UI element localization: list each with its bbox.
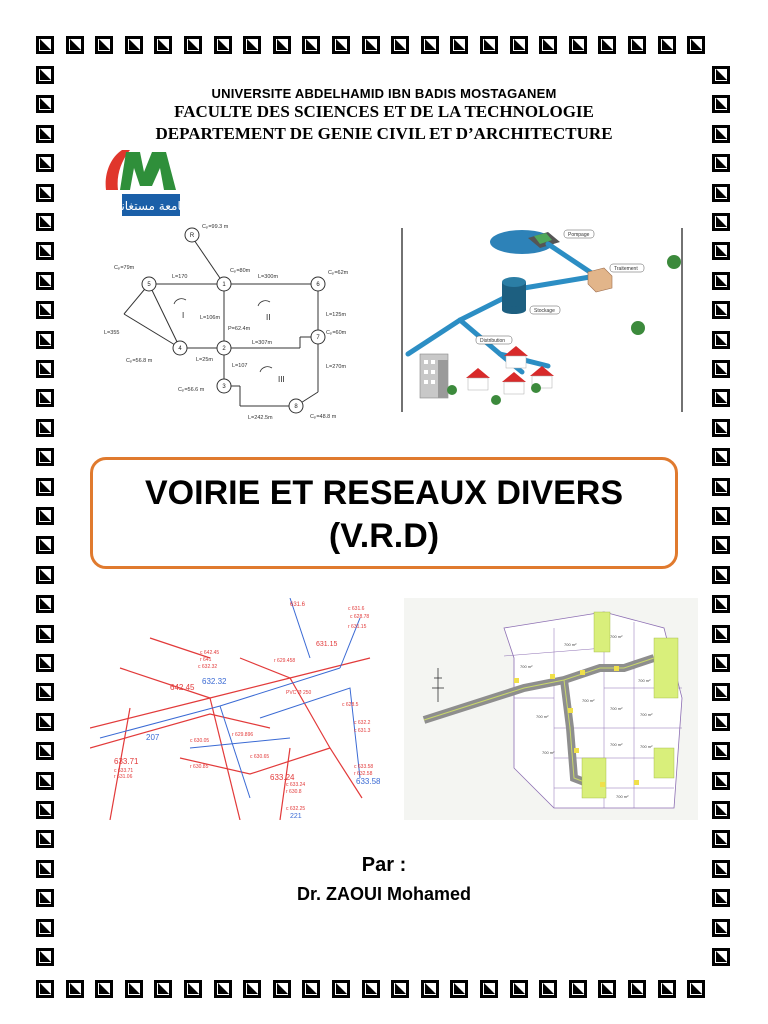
border-square-icon bbox=[36, 742, 54, 760]
map-label: 632.32 bbox=[202, 677, 227, 686]
border-square-icon bbox=[36, 272, 54, 290]
border-square-icon bbox=[712, 184, 730, 202]
map-label: c 628.5 bbox=[342, 702, 359, 708]
diagram-label: L=125m bbox=[326, 312, 347, 318]
border-square-icon bbox=[36, 184, 54, 202]
stage-label-stockage: Stockage bbox=[534, 308, 555, 314]
diagram-label: Cₚ=60m bbox=[326, 330, 347, 336]
border-square-icon bbox=[450, 980, 468, 998]
map-label: r 632.58 bbox=[354, 771, 373, 777]
stage-label-pompage: Pompage bbox=[568, 232, 590, 238]
border-square-icon bbox=[243, 980, 261, 998]
university-logo-icon bbox=[100, 146, 186, 220]
border-square-icon bbox=[184, 980, 202, 998]
border-square-icon bbox=[362, 36, 380, 54]
diagram-label: L=170 bbox=[172, 274, 188, 280]
border-square-icon bbox=[658, 36, 676, 54]
diagram-label: L=307m bbox=[252, 340, 273, 346]
node-2: 2 bbox=[222, 346, 226, 352]
border-square-icon bbox=[539, 36, 557, 54]
border-square-icon bbox=[628, 36, 646, 54]
border-square-icon bbox=[480, 36, 498, 54]
border-square-icon bbox=[569, 36, 587, 54]
border-square-icon bbox=[36, 448, 54, 466]
lot-label: 700 m² bbox=[564, 642, 577, 647]
border-square-icon bbox=[712, 213, 730, 231]
border-square-icon bbox=[36, 536, 54, 554]
lot-label: 700 m² bbox=[610, 706, 623, 711]
diagram-label: Cₚ=56.8 m bbox=[126, 358, 153, 364]
border-square-icon bbox=[36, 595, 54, 613]
border-square-icon bbox=[712, 272, 730, 290]
border-square-icon bbox=[510, 36, 528, 54]
page-border-bottom bbox=[0, 972, 768, 1006]
border-square-icon bbox=[712, 478, 730, 496]
border-square-icon bbox=[712, 389, 730, 407]
map-label: 633.24 bbox=[270, 773, 295, 782]
map-label: c 628.78 bbox=[350, 614, 370, 620]
lot-label: 700 m² bbox=[610, 742, 623, 747]
diagram-label: Cₚ=56.6 m bbox=[178, 387, 205, 393]
node-3: 3 bbox=[222, 384, 226, 390]
border-square-icon bbox=[36, 830, 54, 848]
diagram-label: Cₚ=79m bbox=[114, 265, 135, 271]
page-border-top bbox=[0, 28, 768, 62]
map-label: c 631.6 bbox=[348, 606, 365, 612]
border-square-icon bbox=[712, 919, 730, 937]
map-label: r 629.896 bbox=[232, 732, 254, 738]
border-square-icon bbox=[712, 595, 730, 613]
diagram-label: L=242.5m bbox=[248, 415, 273, 421]
map-label: c 632.32 bbox=[198, 664, 218, 670]
diagram-label: Cₚ=62m bbox=[328, 270, 349, 276]
border-square-icon bbox=[302, 36, 320, 54]
logo-arabic-text: جامعة مستغانم bbox=[113, 199, 186, 213]
map-label: r 630.8 bbox=[286, 789, 302, 795]
border-square-icon bbox=[712, 331, 730, 349]
node-1: 1 bbox=[222, 282, 226, 288]
border-square-icon bbox=[480, 980, 498, 998]
border-square-icon bbox=[712, 154, 730, 172]
map-label: PVC Ø 250 bbox=[286, 690, 312, 696]
border-square-icon bbox=[658, 980, 676, 998]
border-square-icon bbox=[510, 980, 528, 998]
network-diagram bbox=[100, 222, 370, 422]
university-name: UNIVERSITE ABDELHAMID IBN BADIS MOSTAGANEM bbox=[211, 86, 557, 101]
border-square-icon bbox=[36, 331, 54, 349]
diagram-label: L=355 bbox=[104, 330, 120, 336]
map-label: c 633.71 bbox=[114, 768, 134, 774]
border-square-icon bbox=[36, 389, 54, 407]
border-square-icon bbox=[712, 683, 730, 701]
document-title-acronym: (V.R.D) bbox=[328, 517, 440, 555]
border-square-icon bbox=[712, 419, 730, 437]
border-square-icon bbox=[36, 154, 54, 172]
subdivision-plan-map bbox=[404, 598, 698, 820]
loop-label: I bbox=[182, 311, 185, 320]
border-square-icon bbox=[36, 948, 54, 966]
network-plan-map bbox=[90, 598, 380, 820]
border-square-icon bbox=[36, 625, 54, 643]
department-name: DEPARTEMENT DE GENIE CIVIL ET D’ARCHITECTURE bbox=[155, 124, 613, 143]
faculty-name: FACULTE DES SCIENCES ET DE LA TECHNOLOGIE bbox=[174, 102, 594, 121]
border-square-icon bbox=[125, 36, 143, 54]
border-square-icon bbox=[362, 980, 380, 998]
border-square-icon bbox=[36, 213, 54, 231]
document-title: VOIRIE ET RESEAUX DIVERS bbox=[145, 474, 623, 512]
border-square-icon bbox=[302, 980, 320, 998]
stage-label-distribution: Distribution bbox=[480, 338, 506, 344]
border-square-icon bbox=[36, 683, 54, 701]
map-label: 642.45 bbox=[170, 683, 195, 692]
diagram-label: L=107 bbox=[232, 363, 248, 369]
map-label: c 632.2 bbox=[354, 720, 371, 726]
border-square-icon bbox=[628, 980, 646, 998]
border-square-icon bbox=[539, 980, 557, 998]
lot-label: 700 m² bbox=[536, 714, 549, 719]
map-label: c 631.3 bbox=[354, 728, 371, 734]
border-square-icon bbox=[95, 36, 113, 54]
border-square-icon bbox=[421, 36, 439, 54]
border-square-icon bbox=[36, 801, 54, 819]
document-title-box bbox=[90, 457, 678, 569]
border-square-icon bbox=[36, 95, 54, 113]
diagram-label: P=62.4m bbox=[228, 326, 251, 332]
border-square-icon bbox=[36, 566, 54, 584]
border-square-icon bbox=[154, 36, 172, 54]
node-4: 4 bbox=[178, 346, 182, 352]
border-square-icon bbox=[36, 66, 54, 84]
diagram-label: L=300m bbox=[258, 274, 279, 280]
loop-label: II bbox=[266, 313, 271, 322]
node-7: 7 bbox=[316, 335, 320, 341]
border-square-icon bbox=[36, 125, 54, 143]
author-name: Dr. ZAOUI Mohamed bbox=[296, 884, 471, 904]
node-5: 5 bbox=[147, 282, 151, 288]
border-square-icon bbox=[712, 301, 730, 319]
map-label: r 629.458 bbox=[274, 658, 296, 664]
border-square-icon bbox=[421, 980, 439, 998]
border-square-icon bbox=[391, 980, 409, 998]
border-square-icon bbox=[712, 242, 730, 260]
border-square-icon bbox=[687, 36, 705, 54]
border-square-icon bbox=[243, 36, 261, 54]
map-label: c 630.05 bbox=[190, 738, 210, 744]
border-square-icon bbox=[391, 36, 409, 54]
loop-label: III bbox=[278, 375, 285, 384]
border-square-icon bbox=[36, 654, 54, 672]
diagram-label: Cₚ=99.3 m bbox=[202, 224, 229, 230]
border-square-icon bbox=[712, 801, 730, 819]
border-square-icon bbox=[712, 507, 730, 525]
map-label: 221 bbox=[290, 813, 302, 820]
map-label: c 633.58 bbox=[354, 764, 374, 770]
map-label: c 632.25 bbox=[286, 806, 306, 812]
lot-label: 700 m² bbox=[582, 698, 595, 703]
border-square-icon bbox=[36, 713, 54, 731]
border-square-icon bbox=[712, 948, 730, 966]
border-square-icon bbox=[687, 980, 705, 998]
border-square-icon bbox=[214, 980, 232, 998]
border-square-icon bbox=[125, 980, 143, 998]
border-square-icon bbox=[712, 713, 730, 731]
diagram-label: Cₚ=48.8 m bbox=[310, 414, 337, 420]
border-square-icon bbox=[36, 242, 54, 260]
node-6: 6 bbox=[316, 282, 320, 288]
border-square-icon bbox=[184, 36, 202, 54]
border-square-icon bbox=[36, 919, 54, 937]
border-square-icon bbox=[36, 507, 54, 525]
border-square-icon bbox=[332, 36, 350, 54]
diagram-label: L=25m bbox=[196, 357, 213, 363]
lot-label: 700 m² bbox=[638, 678, 651, 683]
by-label: Par : bbox=[361, 854, 407, 876]
border-square-icon bbox=[214, 36, 232, 54]
border-square-icon bbox=[712, 125, 730, 143]
border-square-icon bbox=[712, 536, 730, 554]
border-square-icon bbox=[712, 742, 730, 760]
border-square-icon bbox=[36, 301, 54, 319]
map-label: r 641 bbox=[200, 657, 212, 663]
node-r: R bbox=[189, 233, 195, 239]
border-square-icon bbox=[450, 36, 468, 54]
lot-label: 700 m² bbox=[640, 712, 653, 717]
border-square-icon bbox=[712, 654, 730, 672]
border-square-icon bbox=[36, 419, 54, 437]
border-square-icon bbox=[712, 625, 730, 643]
border-square-icon bbox=[95, 980, 113, 998]
map-label: r 631.15 bbox=[348, 624, 367, 630]
border-square-icon bbox=[712, 566, 730, 584]
border-square-icon bbox=[712, 448, 730, 466]
map-label: r 630.85 bbox=[190, 764, 209, 770]
map-label: c 642.45 bbox=[200, 650, 220, 656]
lot-label: 700 m² bbox=[640, 744, 653, 749]
border-square-icon bbox=[598, 36, 616, 54]
border-square-icon bbox=[36, 772, 54, 790]
map-label: 633.58 bbox=[356, 777, 380, 786]
map-label: 633.71 bbox=[114, 757, 139, 766]
node-8: 8 bbox=[294, 404, 298, 410]
border-square-icon bbox=[273, 36, 291, 54]
border-square-icon bbox=[712, 830, 730, 848]
border-square-icon bbox=[36, 478, 54, 496]
border-square-icon bbox=[569, 980, 587, 998]
water-supply-illustration bbox=[400, 224, 684, 412]
map-label: c 630.65 bbox=[250, 754, 270, 760]
stage-label-traitement: Traitement bbox=[614, 266, 638, 272]
map-label: 631.15 bbox=[316, 641, 338, 648]
diagram-label: L=106m bbox=[200, 315, 221, 321]
border-square-icon bbox=[712, 95, 730, 113]
lot-label: 700 m² bbox=[610, 634, 623, 639]
border-square-icon bbox=[712, 360, 730, 378]
lot-label: 700 m² bbox=[520, 664, 533, 669]
border-square-icon bbox=[36, 360, 54, 378]
border-square-icon bbox=[273, 980, 291, 998]
border-square-icon bbox=[154, 980, 172, 998]
border-square-icon bbox=[598, 980, 616, 998]
border-square-icon bbox=[712, 66, 730, 84]
lot-label: 700 m² bbox=[542, 750, 555, 755]
map-label: r 631.06 bbox=[114, 774, 133, 780]
border-square-icon bbox=[712, 772, 730, 790]
lot-label: 700 m² bbox=[616, 794, 629, 799]
map-label: 631.6 bbox=[290, 602, 306, 608]
map-label: c 633.24 bbox=[286, 782, 306, 788]
diagram-label: Cₚ=80m bbox=[230, 268, 251, 274]
border-square-icon bbox=[332, 980, 350, 998]
diagram-label: L=270m bbox=[326, 364, 347, 370]
map-label: 207 bbox=[146, 733, 160, 742]
